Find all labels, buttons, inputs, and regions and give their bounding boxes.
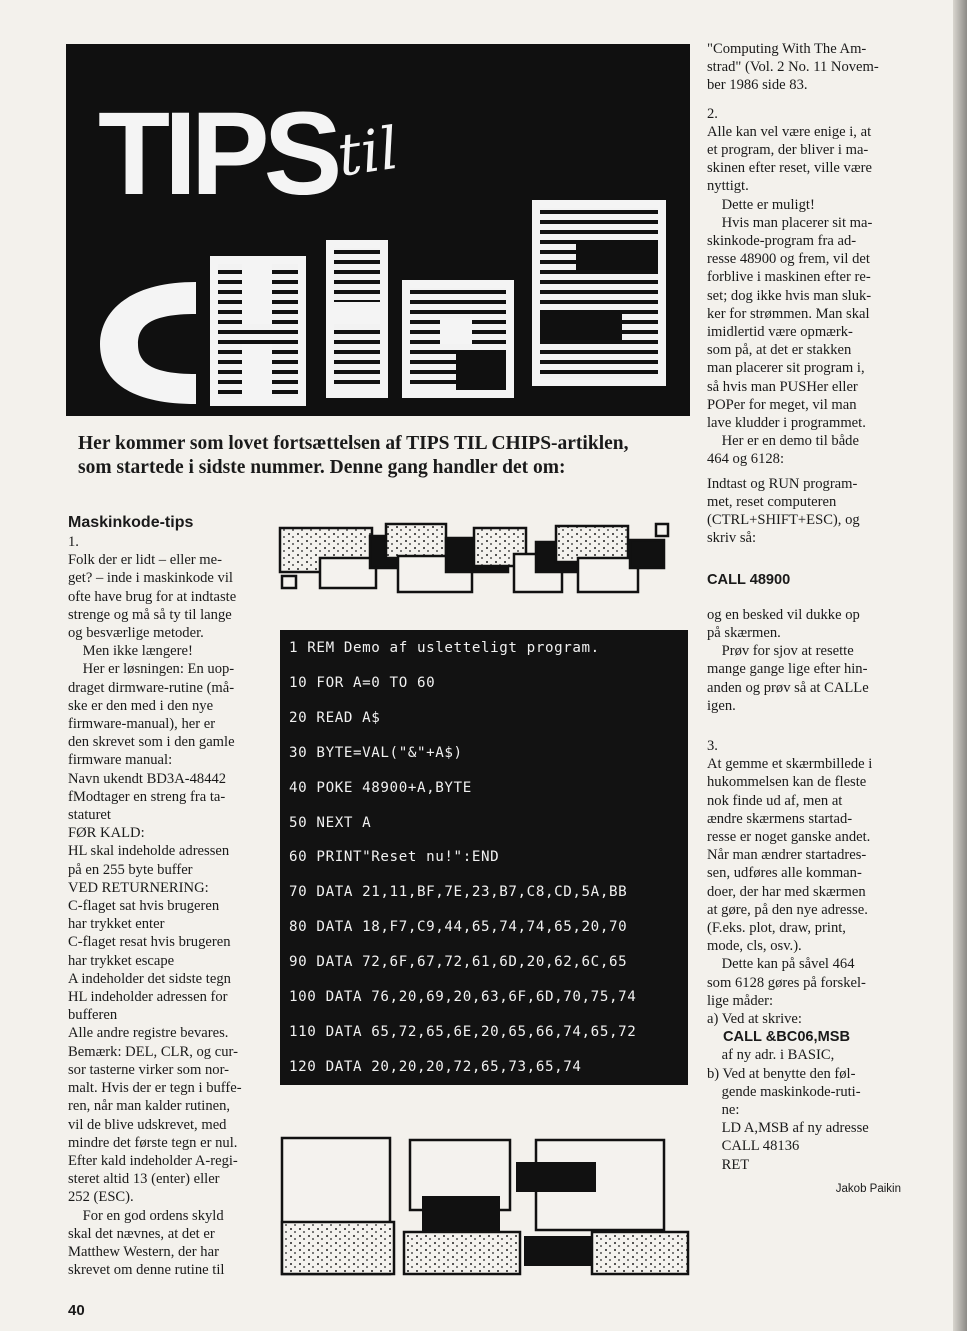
- code-line: 80 DATA 18,F7,C9,44,65,74,74,65,20,70: [289, 919, 628, 936]
- body-text-line: gende maskinkode-ruti-: [707, 1083, 861, 1100]
- body-text-line: så hvis man PUSHer eller: [707, 378, 858, 395]
- right-block-message: [707, 606, 901, 715]
- body-text-line: resse 48900 og frem, vil det: [707, 251, 870, 268]
- left-column-text: [68, 533, 265, 1279]
- body-text-line: At gemme et skærmbillede i: [707, 756, 873, 773]
- body-text-line: anden og prøv så at CALLe: [707, 679, 869, 696]
- body-text-line: get? – inde i maskinkode vil: [68, 570, 233, 587]
- title-letter-p: [402, 280, 514, 398]
- left-column: [68, 513, 265, 1279]
- body-text-line: ne:: [707, 1101, 740, 1118]
- body-text-line: A indeholder det sidste tegn: [68, 970, 231, 987]
- body-text-line: draget dirmware-rutine (må-: [68, 679, 235, 696]
- body-text-line: skal det nævnes, at det er: [68, 1225, 215, 1242]
- body-text-line: staturet: [68, 807, 111, 824]
- page-number: 40: [68, 1302, 85, 1319]
- body-text-line: Hvis man placerer sit ma-: [707, 214, 873, 231]
- body-text-line: mode, cls, osv.).: [707, 938, 802, 955]
- call-bc06-command: CALL &BC06,MSB: [723, 1029, 851, 1046]
- body-text-line: HL skal indeholde adressen: [68, 843, 230, 860]
- body-text-line: 3.: [707, 737, 718, 754]
- right-block-machine-code: [707, 1046, 901, 1173]
- body-text-line: forblive i maskinen efter re-: [707, 269, 871, 286]
- body-text-line: "Computing With The Am-: [707, 41, 867, 57]
- body-text-line: Dette kan på såvel 464: [707, 956, 855, 973]
- code-line: 10 FOR A=0 TO 60: [289, 674, 436, 691]
- body-text-line: doer, der har med skærmen: [707, 883, 866, 900]
- body-text-line: C-flaget resat hvis brugeren: [68, 934, 231, 951]
- body-text-line: lige måder:: [707, 992, 774, 1009]
- decorative-squares-top: [278, 518, 670, 596]
- body-text-line: Dette er muligt!: [707, 196, 815, 213]
- body-text-line: ændre skærmens startad-: [707, 810, 853, 827]
- title-banner: [66, 44, 690, 416]
- body-text-line: Her er en demo til både: [707, 433, 859, 450]
- intro-line-2: som startede i sidste nummer. Denne gang handler det om:: [78, 457, 566, 478]
- body-text-line: har trykket enter: [68, 916, 165, 933]
- right-block-reference: [707, 40, 901, 95]
- body-text-line: Navn ukendt BD3A-48442: [68, 770, 227, 787]
- body-text-line: Folk der er lidt – eller me-: [68, 552, 222, 569]
- body-text-line: Men ikke længere!: [68, 643, 193, 660]
- body-text-line: HL indeholder adressen for: [68, 989, 228, 1006]
- body-text-line: at gøre, på den nye adresse.: [707, 901, 868, 918]
- body-text-line: ren, når man kalder rutinen,: [68, 1098, 231, 1115]
- code-line: 40 POKE 48900+A,BYTE: [289, 779, 472, 796]
- body-text-line: mange gange lige efter hin-: [707, 661, 868, 678]
- body-text-line: sor tasterne virker som nor-: [68, 1061, 230, 1078]
- decorative-squares-bottom: [280, 1136, 690, 1276]
- body-text-line: på skærmen.: [707, 624, 781, 641]
- body-text-line: (CTRL+SHIFT+ESC), og: [707, 512, 860, 529]
- code-line: 70 DATA 21,11,BF,7E,23,B7,C8,CD,5A,BB: [289, 884, 628, 901]
- body-text-line: RET: [707, 1156, 750, 1173]
- title-word-tips: TIPS: [98, 88, 337, 220]
- body-text-line: C-flaget sat hvis brugeren: [68, 898, 220, 915]
- body-text-line: Prøv for sjov at resette: [707, 643, 854, 660]
- body-text-line: på en 255 byte buffer: [68, 861, 193, 878]
- code-line: 1 REM Demo af usletteligt program.: [289, 640, 600, 656]
- body-text-line: FØR KALD:: [68, 825, 145, 842]
- body-text-line: strenge og må så ty til lange: [68, 606, 232, 623]
- body-text-line: firmware-manual), her er: [68, 716, 216, 733]
- body-text-line: Når man ændrer startadres-: [707, 847, 867, 864]
- code-line: 120 DATA 20,20,20,72,65,73,65,74: [289, 1058, 582, 1075]
- right-block-instructions: [707, 475, 901, 548]
- body-text-line: (F.eks. plot, draw, print,: [707, 919, 846, 936]
- title-letter-i: [326, 240, 388, 398]
- body-text-line: ofte have brug for at indtaste: [68, 588, 237, 605]
- author-signature: Jakob Paikin: [835, 1182, 901, 1195]
- body-text-line: Her er løsningen: En uop-: [68, 661, 235, 678]
- body-text-line: igen.: [707, 697, 736, 714]
- body-text-line: lave kludder i programmet.: [707, 415, 866, 432]
- code-line: 30 BYTE=VAL("&"+A$): [289, 744, 463, 761]
- body-text-line: man placerer sit program i,: [707, 360, 865, 377]
- body-text-line: POPer for meget, vil man: [707, 396, 857, 413]
- body-text-line: set; dog ikke hvis man sluk-: [707, 287, 872, 304]
- body-text-line: har trykket escape: [68, 952, 175, 969]
- body-text-line: ber 1986 side 83.: [707, 77, 808, 94]
- body-text-line: LD A,MSB af ny adresse: [707, 1120, 869, 1137]
- title-letter-c: [100, 282, 196, 404]
- body-text-line: og en besked vil dukke op: [707, 606, 860, 623]
- title-word-til: til: [333, 113, 403, 190]
- body-text-line: ker for strømmen. Man skal: [707, 305, 870, 322]
- code-line: 20 READ A$: [289, 709, 381, 726]
- body-text-line: som 6128 gøres på forskel-: [707, 974, 866, 991]
- body-text-line: steret altid 13 (enter) eller: [68, 1171, 220, 1188]
- code-line: 60 PRINT"Reset nu!":END: [289, 849, 500, 866]
- body-text-line: vil de blive udskrevet, med: [68, 1116, 227, 1133]
- body-text-line: af ny adr. i BASIC,: [707, 1047, 835, 1064]
- body-text-line: nyttigt.: [707, 178, 749, 195]
- body-text-line: b) Ved at benytte den føl-: [707, 1065, 856, 1082]
- body-text-line: sen, udføres alle komman-: [707, 865, 862, 882]
- body-text-line: et program, der bliver i ma-: [707, 142, 869, 159]
- body-text-line: 1.: [68, 534, 79, 550]
- body-text-line: skrevet om denne rutine til: [68, 1262, 225, 1279]
- body-text-line: nok finde ud af, men at: [707, 792, 843, 809]
- body-text-line: Alle kan vel være enige i, at: [707, 123, 872, 140]
- body-text-line: skriv så:: [707, 530, 757, 547]
- body-text-line: For en god ordens skyld: [68, 1207, 224, 1224]
- body-text-line: strad" (Vol. 2 No. 11 Novem-: [707, 59, 879, 76]
- body-text-line: Bemærk: DEL, CLR, og cur-: [68, 1043, 238, 1060]
- body-text-line: 252 (ESC).: [68, 1189, 134, 1206]
- code-line: 50 NEXT A: [289, 814, 372, 831]
- code-line: 110 DATA 65,72,65,6E,20,65,66,74,65,72: [289, 1023, 637, 1040]
- code-line: 100 DATA 76,20,69,20,63,6F,6D,70,75,74: [289, 989, 637, 1005]
- basic-code-listing: [280, 630, 688, 1085]
- body-text-line: skinkode-program fra ad-: [707, 233, 857, 250]
- title-letter-h: [210, 256, 306, 406]
- body-text-line: og besværlige metoder.: [68, 625, 204, 642]
- body-text-line: firmware manual:: [68, 752, 173, 769]
- body-text-line: den skrevet som i den gamle: [68, 734, 235, 751]
- body-text-line: ske er den med i den nye: [68, 697, 214, 714]
- call-48900-command: CALL 48900: [707, 572, 791, 589]
- body-text-line: som på, at det er stakken: [707, 342, 852, 359]
- body-text-line: skinen efter reset, ville være: [707, 160, 872, 177]
- code-line: 90 DATA 72,6F,67,72,61,6D,20,62,6C,65: [289, 954, 628, 971]
- body-text-line: CALL 48136: [707, 1138, 800, 1155]
- body-text-line: fModtager en streng fra ta-: [68, 788, 226, 805]
- right-block-section-3: [707, 737, 901, 1028]
- body-text-line: a) Ved at skrive:: [707, 1010, 802, 1027]
- intro-line-1: Her kommer som lovet fortsættelsen af TIPS TIL CHIPS-artiklen,: [78, 433, 629, 454]
- title-art: [66, 44, 690, 416]
- body-text-line: bufferen: [68, 1007, 118, 1024]
- section-heading: Maskinkode-tips: [68, 514, 194, 531]
- body-text-line: resse er noget ganske andet.: [707, 828, 871, 845]
- body-text-line: Matthew Western, der har: [68, 1243, 219, 1260]
- right-column: [707, 40, 901, 1198]
- body-text-line: hukommelsen kan de fleste: [707, 774, 867, 791]
- body-text-line: met, reset computeren: [707, 493, 837, 510]
- right-block-section-2: [707, 105, 901, 469]
- body-text-line: Alle andre registre bevares.: [68, 1025, 229, 1042]
- body-text-line: malt. Hvis der er tegn i buffe-: [68, 1080, 242, 1097]
- title-letter-s: [532, 200, 666, 386]
- body-text-line: Indtast og RUN program-: [707, 475, 858, 492]
- body-text-line: 464 og 6128:: [707, 451, 785, 468]
- page-edge-shadow: [953, 0, 967, 1331]
- body-text-line: mindre det første tegn er nul.: [68, 1134, 238, 1151]
- body-text-line: imidlertid være opmærk-: [707, 324, 853, 341]
- intro-lead: [78, 432, 678, 480]
- body-text-line: VED RETURNERING:: [68, 879, 209, 896]
- body-text-line: Efter kald indeholder A-regi-: [68, 1152, 238, 1169]
- body-text-line: 2.: [707, 105, 718, 122]
